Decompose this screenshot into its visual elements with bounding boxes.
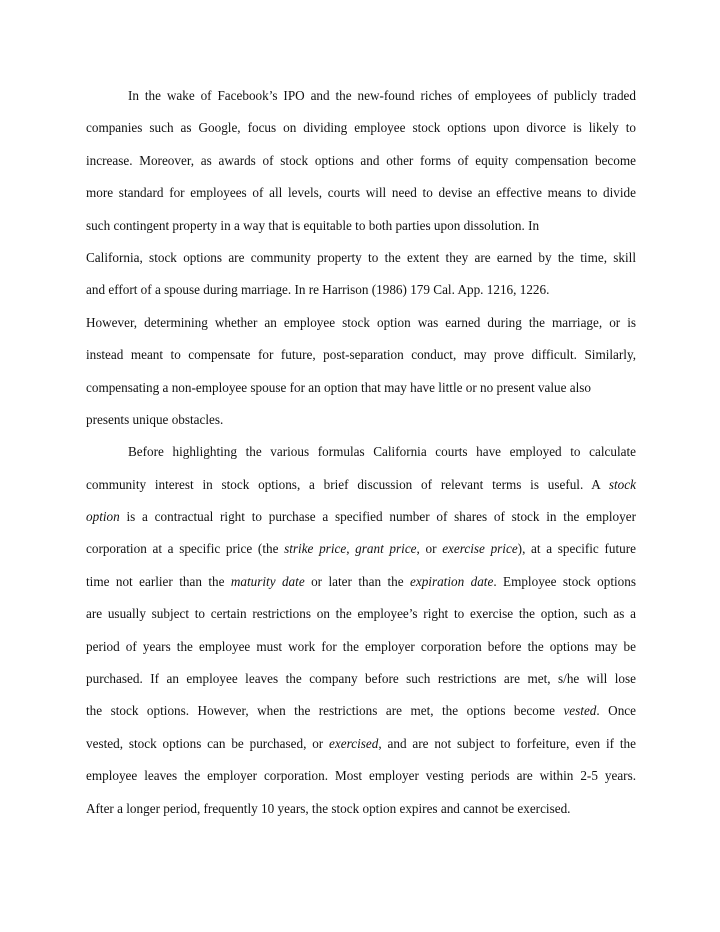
text-line — [86, 307, 636, 339]
text-line — [86, 80, 636, 112]
text-run: purchased. If an employee leaves the company before such restrictions are met, s/he will lose — [86, 671, 636, 687]
text-line — [86, 145, 636, 177]
text-line — [86, 242, 636, 274]
text-line — [86, 274, 636, 306]
text-line — [86, 372, 636, 404]
text-run: compensating a non-employee spouse for an option that may have little or no present value also — [86, 379, 592, 395]
italic-term: exercised — [329, 735, 379, 751]
text-run: community interest in stock options, a brief discussion of relevant terms is useful. A — [86, 476, 609, 492]
text-run: ), at a specific future — [517, 541, 636, 557]
text-run: corporation at a specific price (the — [86, 541, 285, 557]
text-line — [86, 501, 636, 533]
text-run: , and are not subject to forfeiture, even if the — [378, 735, 636, 751]
text-run: . Once — [596, 703, 636, 719]
text-line — [86, 436, 636, 468]
text-run: and effort of a spouse during marriage. In re Harrison (1986) 179 Cal. App. 1216, 1226. — [86, 282, 550, 298]
text-line — [86, 793, 636, 825]
text-run: time not earlier than the — [86, 573, 231, 589]
italic-term: vested — [563, 703, 597, 719]
text-run: , — [346, 541, 356, 557]
text-line — [86, 177, 636, 209]
text-run: increase. Moreover, as awards of stock options and other forms of equity compensation become — [86, 152, 636, 168]
text-line — [86, 469, 636, 501]
text-run: In the wake of Facebook’s IPO and the new-found riches of employees of publicly traded — [128, 88, 636, 103]
text-run: the stock options. However, when the restrictions are met, the options become — [86, 703, 564, 719]
text-run: California, stock options are community property to the extent they are earned by the time, skill — [86, 249, 636, 265]
italic-term: stock — [608, 476, 636, 492]
text-line — [86, 598, 636, 630]
paragraph — [86, 80, 636, 436]
text-run: is a contractual right to purchase a specified number of shares of stock in the employer — [119, 509, 636, 525]
text-line — [86, 631, 636, 663]
text-line — [86, 695, 636, 727]
text-line — [86, 728, 636, 760]
text-line — [86, 533, 636, 565]
text-run: or later than the — [304, 573, 410, 589]
text-run: vested, stock options can be purchased, or — [86, 735, 330, 751]
text-run: companies such as Google, focus on dividing employee stock options upon divorce is likely to — [86, 120, 636, 136]
italic-term: maturity date — [230, 573, 305, 589]
text-run: such contingent property in a way that is equitable to both parties upon dissolution. In — [86, 217, 540, 233]
document-body — [86, 80, 636, 825]
text-line — [86, 339, 636, 371]
text-run: employee leaves the employer corporation. Most employer vesting periods are within 2-5 years. — [86, 768, 636, 784]
text-run: period of years the employee must work for the employer corporation before the options may be — [86, 638, 636, 654]
text-line — [86, 566, 636, 598]
text-run: After a longer period, frequently 10 years, the stock option expires and cannot be exercised. — [86, 800, 571, 816]
text-run: However, determining whether an employee stock option was earned during the marriage, or is — [86, 314, 636, 330]
text-run: presents unique obstacles. — [86, 411, 224, 427]
text-line — [86, 760, 636, 792]
text-line — [86, 663, 636, 695]
text-run: instead meant to compensate for future, post-separation conduct, may prove difficult. Similarly, — [86, 347, 636, 363]
text-run: . Employee stock options — [493, 573, 636, 589]
italic-term: option — [86, 509, 120, 525]
text-run: , or — [416, 541, 443, 557]
text-run: are usually subject to certain restrictions on the employee’s right to exercise the option, such as a — [86, 606, 636, 622]
italic-term: expiration date — [409, 573, 494, 589]
text-line — [86, 404, 636, 436]
text-line — [86, 112, 636, 144]
text-run: Before highlighting the various formulas California courts have employed to calculate — [128, 444, 636, 460]
paragraph — [86, 436, 636, 825]
italic-term: exercise price — [442, 541, 518, 557]
italic-term: grant price — [355, 541, 417, 557]
text-line — [86, 210, 636, 242]
text-run: more standard for employees of all levels, courts will need to devise an effective means to divide — [86, 185, 636, 201]
italic-term: strike price — [284, 541, 347, 557]
